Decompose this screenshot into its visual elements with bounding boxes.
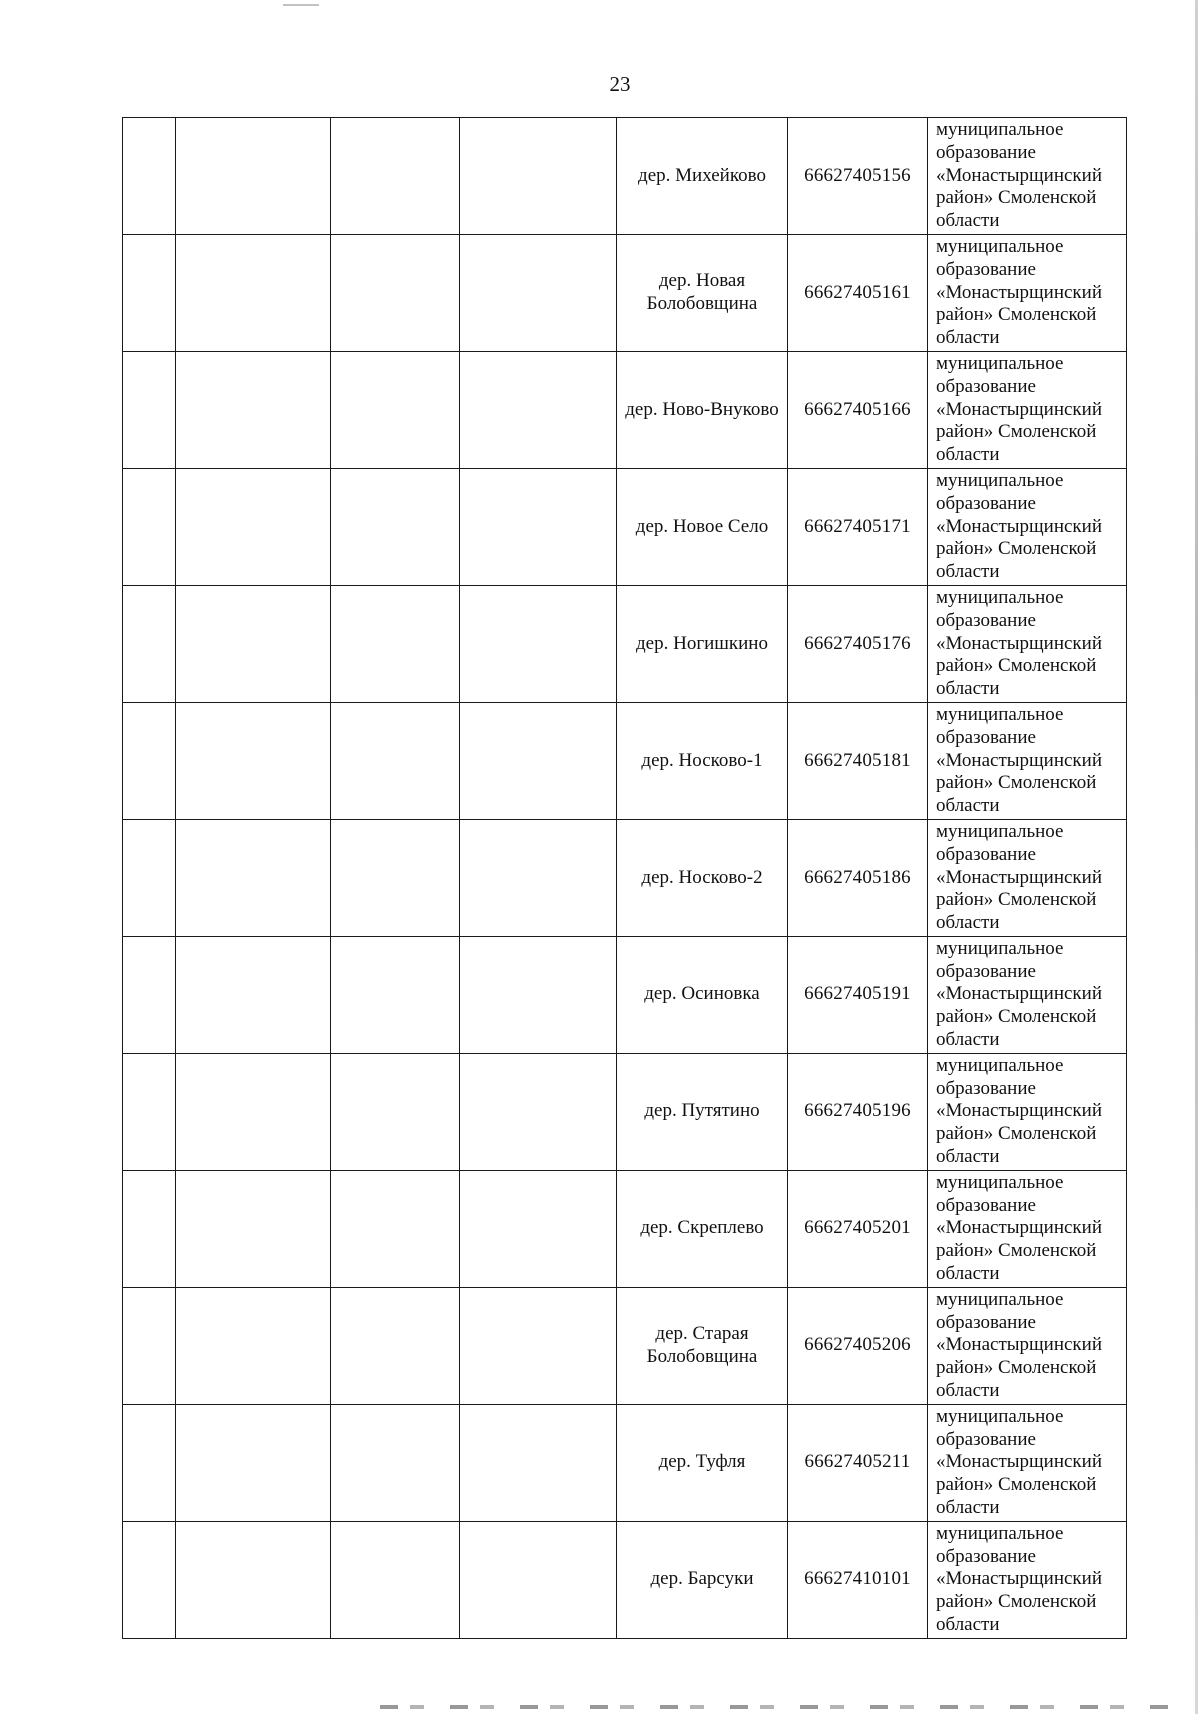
municipality-line: области	[936, 1614, 1000, 1635]
oktmo-code-cell: 66627405171	[788, 468, 928, 585]
municipality-line: «Монастырщинский	[936, 749, 1102, 771]
settlement-name-cell: дер. Скреплево	[617, 1170, 788, 1287]
table-row	[123, 819, 1127, 936]
empty-cell	[331, 468, 460, 585]
empty-cell	[331, 1053, 460, 1170]
scan-edge-shadow	[1195, 0, 1198, 1714]
empty-cell	[123, 234, 176, 351]
municipality-line: район» Смоленской	[936, 1474, 1097, 1496]
municipality-line: район» Смоленской	[936, 889, 1097, 911]
table-body	[123, 118, 1127, 1639]
settlements-table	[122, 117, 1127, 1639]
empty-cell	[123, 819, 176, 936]
empty-cell	[176, 1404, 331, 1521]
municipality-line: муниципальное	[936, 703, 1064, 725]
municipality-line: «Монастырщинский	[936, 515, 1102, 537]
empty-cell	[176, 1287, 331, 1404]
empty-cell	[176, 118, 331, 235]
empty-cell	[176, 1053, 331, 1170]
scan-artifact-bottom	[380, 1705, 1180, 1709]
settlement-name-cell: дер. Новое Село	[617, 468, 788, 585]
empty-cell	[123, 1053, 176, 1170]
settlement-name-cell: дер. Михейково	[617, 118, 788, 235]
settlement-name-cell: дер. Носково-1	[617, 702, 788, 819]
municipality-cell	[928, 1404, 1127, 1521]
settlement-name-cell: дер. Ногишкино	[617, 585, 788, 702]
municipality-line: образование	[936, 609, 1036, 631]
municipality-line: образование	[936, 843, 1036, 865]
empty-cell	[331, 1404, 460, 1521]
table-row	[123, 1287, 1127, 1404]
municipality-line: образование	[936, 1428, 1036, 1450]
empty-cell	[331, 234, 460, 351]
settlement-name-cell: дер. Носково-2	[617, 819, 788, 936]
empty-cell	[123, 1287, 176, 1404]
municipality-line: области	[936, 1263, 1000, 1285]
settlement-name-cell: дер. Путятино	[617, 1053, 788, 1170]
table-row	[123, 1521, 1127, 1638]
municipality-line: образование	[936, 726, 1036, 748]
municipality-line: район» Смоленской	[936, 1240, 1097, 1262]
table-row	[123, 468, 1127, 585]
municipality-line: образование	[936, 141, 1036, 163]
oktmo-code-cell: 66627405156	[788, 118, 928, 235]
municipality-line: муниципальное	[936, 820, 1064, 842]
settlement-name-cell: дер. Старая Болобовщина	[617, 1287, 788, 1404]
empty-cell	[123, 936, 176, 1053]
municipality-line: образование	[936, 1311, 1036, 1333]
empty-cell	[176, 819, 331, 936]
municipality-line: муниципальное	[936, 1054, 1064, 1076]
empty-cell	[460, 819, 617, 936]
municipality-line: образование	[936, 258, 1036, 280]
oktmo-code-cell: 66627405201	[788, 1170, 928, 1287]
table-row	[123, 1170, 1127, 1287]
table-row	[123, 585, 1127, 702]
municipality-cell	[928, 1170, 1127, 1287]
municipality-line: район» Смоленской	[936, 304, 1097, 326]
empty-cell	[331, 1170, 460, 1287]
municipality-line: муниципальное	[936, 235, 1064, 257]
municipality-line: «Монастырщинский	[936, 866, 1102, 888]
empty-cell	[331, 351, 460, 468]
settlement-name-cell: дер. Осиновка	[617, 936, 788, 1053]
table-row	[123, 351, 1127, 468]
scan-artifact-top	[283, 4, 319, 6]
empty-cell	[460, 1170, 617, 1287]
municipality-cell	[928, 234, 1127, 351]
municipality-line: области	[936, 1146, 1000, 1168]
empty-cell	[176, 351, 331, 468]
municipality-line: район» Смоленской	[936, 1006, 1097, 1028]
municipality-line: области	[936, 678, 1000, 700]
municipality-line: области	[936, 561, 1000, 583]
municipality-cell	[928, 118, 1127, 235]
page-number: 23	[609, 72, 631, 96]
empty-cell	[331, 702, 460, 819]
municipality-line: «Монастырщинский	[936, 983, 1102, 1005]
municipality-line: район» Смоленской	[936, 1591, 1097, 1613]
empty-cell	[176, 234, 331, 351]
municipality-line: области	[936, 1497, 1000, 1519]
municipality-line: муниципальное	[936, 586, 1064, 608]
empty-cell	[123, 1170, 176, 1287]
municipality-line: «Монастырщинский	[936, 1451, 1102, 1473]
municipality-cell	[928, 819, 1127, 936]
empty-cell	[331, 585, 460, 702]
empty-cell	[123, 351, 176, 468]
empty-cell	[176, 702, 331, 819]
municipality-cell	[928, 1521, 1127, 1638]
municipality-cell	[928, 585, 1127, 702]
oktmo-code-cell: 66627405181	[788, 702, 928, 819]
municipality-cell	[928, 468, 1127, 585]
oktmo-code-cell: 66627410101	[788, 1521, 928, 1638]
empty-cell	[460, 585, 617, 702]
empty-cell	[331, 819, 460, 936]
municipality-line: район» Смоленской	[936, 772, 1097, 794]
oktmo-code-cell: 66627405206	[788, 1287, 928, 1404]
oktmo-code-cell: 66627405166	[788, 351, 928, 468]
empty-cell	[460, 702, 617, 819]
municipality-line: области	[936, 444, 1000, 466]
empty-cell	[176, 1521, 331, 1638]
municipality-line: области	[936, 912, 1000, 934]
municipality-cell	[928, 702, 1127, 819]
empty-cell	[460, 936, 617, 1053]
empty-cell	[123, 702, 176, 819]
empty-cell	[123, 1404, 176, 1521]
municipality-line: район» Смоленской	[936, 1123, 1097, 1145]
settlement-name-cell: дер. Туфля	[617, 1404, 788, 1521]
municipality-line: области	[936, 1380, 1000, 1402]
municipality-line: район» Смоленской	[936, 421, 1097, 443]
municipality-line: муниципальное	[936, 1288, 1064, 1310]
municipality-cell	[928, 936, 1127, 1053]
empty-cell	[331, 1287, 460, 1404]
municipality-line: муниципальное	[936, 469, 1064, 491]
municipality-line: муниципальное	[936, 937, 1064, 959]
settlement-name-cell: дер. Новая Болобовщина	[617, 234, 788, 351]
municipality-line: образование	[936, 375, 1036, 397]
settlement-name-cell: дер. Барсуки	[617, 1521, 788, 1638]
municipality-line: образование	[936, 960, 1036, 982]
municipality-line: муниципальное	[936, 352, 1064, 374]
empty-cell	[331, 118, 460, 235]
municipality-line: район» Смоленской	[936, 655, 1097, 677]
empty-cell	[460, 118, 617, 235]
empty-cell	[460, 1053, 617, 1170]
municipality-cell	[928, 1053, 1127, 1170]
empty-cell	[331, 1521, 460, 1638]
municipality-cell	[928, 1287, 1127, 1404]
municipality-line: район» Смоленской	[936, 1357, 1097, 1379]
oktmo-code-cell: 66627405186	[788, 819, 928, 936]
empty-cell	[176, 585, 331, 702]
municipality-line: области	[936, 327, 1000, 349]
table-row	[123, 1053, 1127, 1170]
settlement-name-cell: дер. Ново-Внуково	[617, 351, 788, 468]
municipality-line: образование	[936, 1545, 1036, 1567]
municipality-line: муниципальное	[936, 1171, 1064, 1193]
municipality-line: образование	[936, 1077, 1036, 1099]
empty-cell	[176, 468, 331, 585]
empty-cell	[176, 1170, 331, 1287]
municipality-line: области	[936, 210, 1000, 232]
municipality-line: муниципальное	[936, 1405, 1064, 1427]
table-row	[123, 936, 1127, 1053]
empty-cell	[331, 936, 460, 1053]
municipality-line: «Монастырщинский	[936, 281, 1102, 303]
municipality-line: муниципальное	[936, 119, 1064, 140]
oktmo-code-cell: 66627405196	[788, 1053, 928, 1170]
municipality-line: образование	[936, 1194, 1036, 1216]
empty-cell	[460, 351, 617, 468]
municipality-line: области	[936, 1029, 1000, 1051]
table-row	[123, 234, 1127, 351]
municipality-line: муниципальное	[936, 1522, 1064, 1544]
oktmo-code-cell: 66627405161	[788, 234, 928, 351]
municipality-line: район» Смоленской	[936, 187, 1097, 209]
empty-cell	[123, 1521, 176, 1638]
municipality-line: район» Смоленской	[936, 538, 1097, 560]
table-row	[123, 1404, 1127, 1521]
oktmo-code-cell: 66627405191	[788, 936, 928, 1053]
municipality-cell	[928, 351, 1127, 468]
municipality-line: «Монастырщинский	[936, 1217, 1102, 1239]
municipality-line: «Монастырщинский	[936, 1334, 1102, 1356]
table-row	[123, 118, 1127, 235]
empty-cell	[176, 936, 331, 1053]
municipality-line: «Монастырщинский	[936, 1100, 1102, 1122]
oktmo-code-cell: 66627405176	[788, 585, 928, 702]
empty-cell	[123, 585, 176, 702]
table-row	[123, 702, 1127, 819]
municipality-line: области	[936, 795, 1000, 817]
empty-cell	[460, 1287, 617, 1404]
empty-cell	[460, 1521, 617, 1638]
empty-cell	[123, 118, 176, 235]
empty-cell	[460, 1404, 617, 1521]
empty-cell	[460, 468, 617, 585]
oktmo-code-cell: 66627405211	[788, 1404, 928, 1521]
municipality-line: «Монастырщинский	[936, 164, 1102, 186]
municipality-line: образование	[936, 492, 1036, 514]
empty-cell	[460, 234, 617, 351]
empty-cell	[123, 468, 176, 585]
municipality-line: «Монастырщинский	[936, 398, 1102, 420]
municipality-line: «Монастырщинский	[936, 632, 1102, 654]
municipality-line: «Монастырщинский	[936, 1568, 1102, 1590]
